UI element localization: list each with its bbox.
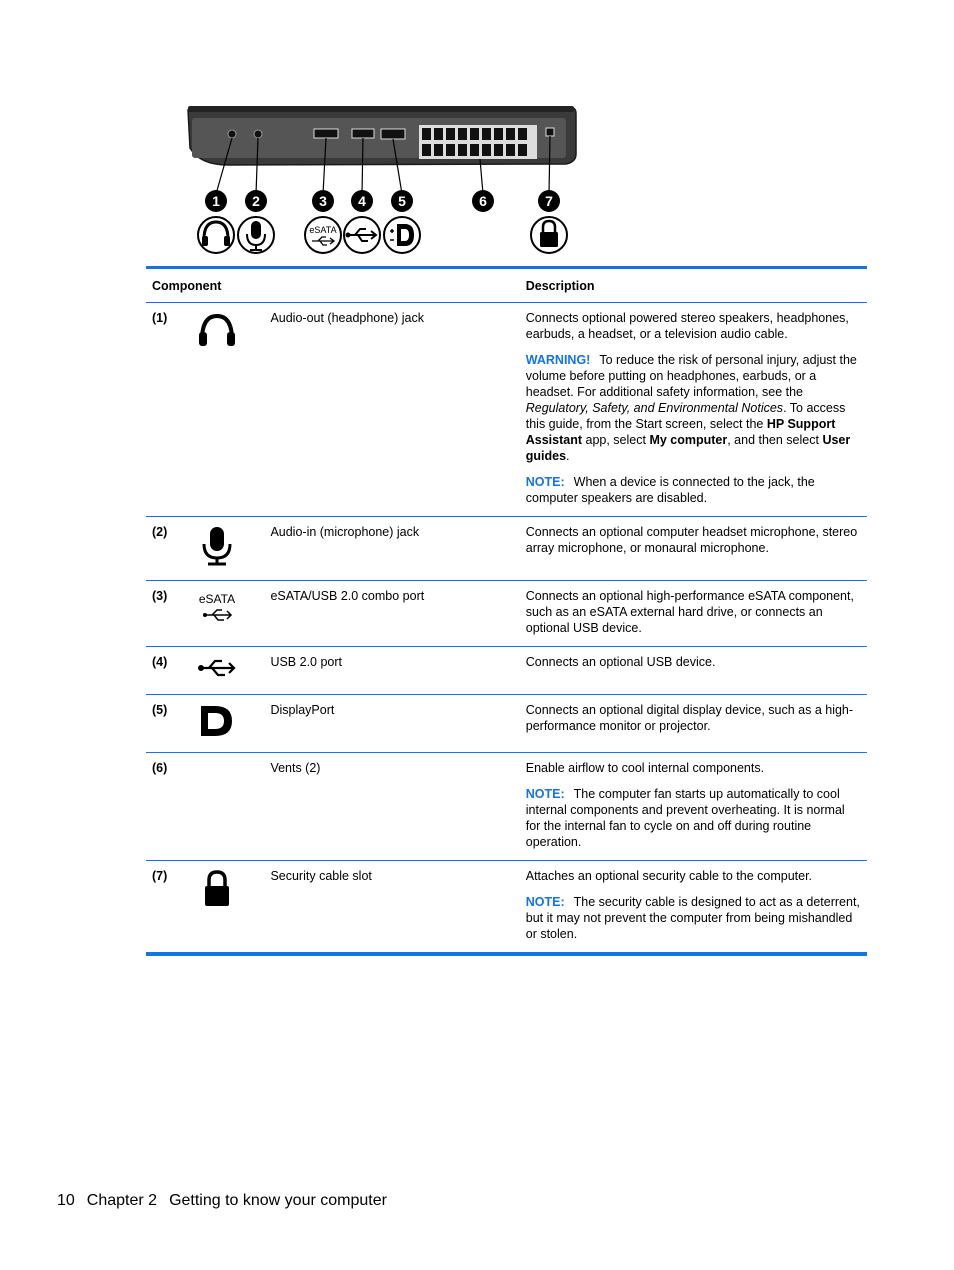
component-description — [520, 753, 867, 861]
component-icon-cell — [191, 695, 264, 753]
component-icon-cell — [191, 517, 264, 581]
component-name: USB 2.0 port — [264, 647, 519, 695]
callout-7 — [538, 190, 560, 212]
warning-app-name: HP Support Assistant — [525, 417, 836, 447]
page-footer — [57, 1192, 399, 1210]
component-icon-cell — [191, 753, 264, 861]
chapter-title: Getting to know your computer — [169, 1192, 387, 1209]
table-row — [146, 695, 867, 753]
description-text: Connects an optional USB device. — [525, 655, 716, 669]
component-name: Security cable slot — [270, 869, 372, 883]
table-header-row — [146, 268, 867, 303]
port-security-slot — [546, 128, 554, 136]
note-block — [526, 786, 861, 850]
component-description — [520, 695, 867, 753]
callout-number: 3 — [319, 193, 327, 209]
callout-number: 5 — [398, 193, 406, 209]
table-row — [146, 303, 867, 517]
component-icon-cell — [191, 861, 264, 955]
component-icon-cell — [191, 303, 264, 517]
description-text: Enable airflow to cool internal components. — [525, 761, 765, 775]
lock-icon — [197, 870, 237, 908]
callout-number: 6 — [479, 193, 487, 209]
column-header-component: Component — [146, 268, 520, 303]
note-block — [526, 474, 861, 506]
esata-usb-icon — [305, 217, 341, 253]
component-description — [520, 303, 867, 517]
component-description — [520, 581, 867, 647]
callout-number: 4 — [358, 193, 366, 209]
component-icon-cell — [191, 647, 264, 695]
port-esata — [314, 129, 338, 138]
component-description — [520, 647, 867, 695]
warning-doc-title: Regulatory, Safety, and Environmental Notices — [525, 401, 784, 415]
warning-text: , and then select — [727, 433, 823, 447]
callout-3 — [312, 190, 334, 212]
table-row — [146, 581, 867, 647]
page-number: 10 — [57, 1192, 75, 1209]
callout-number: 7 — [545, 193, 553, 209]
callout-5 — [391, 190, 413, 212]
component-name: Audio-in (microphone) jack — [264, 517, 519, 581]
component-name: DisplayPort — [264, 695, 519, 753]
vent-grille — [419, 125, 537, 159]
component-number: (5) — [146, 695, 191, 753]
component-name: eSATA/USB 2.0 combo port — [264, 581, 519, 647]
displayport-icon — [384, 217, 420, 253]
component-number: (1) — [146, 303, 191, 517]
component-name: Audio-out (headphone) jack — [264, 303, 519, 517]
headphone-icon — [198, 217, 234, 253]
component-description — [520, 861, 867, 955]
callout-2 — [245, 190, 267, 212]
description-text: Attaches an optional security cable to the computer. — [525, 869, 813, 883]
table-row — [146, 861, 867, 955]
warning-block — [526, 352, 861, 464]
esata-label: eSATA — [199, 592, 236, 606]
warning-text: app, select — [582, 433, 650, 447]
chapter-label: Chapter 2 — [86, 1192, 158, 1209]
column-header-description: Description — [520, 268, 867, 303]
esata-label: eSATA — [309, 225, 337, 235]
callout-6 — [472, 190, 494, 212]
component-number: (4) — [146, 647, 191, 695]
port-usb — [352, 129, 374, 138]
description-text: Connects an optional high-performance eSATA component, such as an eSATA external hard drive, or connects an optional USB device. — [525, 589, 854, 635]
note-block — [526, 894, 861, 942]
port-microphone-jack — [254, 130, 262, 138]
description-text: Connects optional powered stereo speakers, headphones, earbuds, a headset, or a television audio cable. — [525, 311, 849, 341]
usb-icon — [344, 217, 380, 253]
component-number: (3) — [146, 581, 191, 647]
description-text: Connects an optional digital display device, such as a high-performance monitor or projector. — [525, 703, 854, 733]
port-displayport — [381, 129, 405, 139]
note-text: The computer fan starts up automatically to cool internal components and prevent overheating. It is normal for the internal fan to cycle on and off during routine operation. — [525, 787, 845, 849]
component-icon-cell — [191, 581, 264, 647]
warning-menu-item: My computer — [649, 433, 728, 447]
table-row — [146, 647, 867, 695]
component-number: (7) — [152, 869, 168, 883]
warning-text: . — [566, 449, 570, 463]
note-text: When a device is connected to the jack, the computer speakers are disabled. — [525, 475, 815, 505]
table-row — [146, 753, 867, 861]
lock-icon — [531, 217, 567, 253]
usb-icon — [197, 656, 237, 680]
table-row — [146, 517, 867, 581]
component-number: (2) — [146, 517, 191, 581]
component-name: Vents (2) — [264, 753, 519, 861]
note-label: NOTE: — [525, 475, 565, 489]
component-description — [520, 517, 867, 581]
microphone-icon — [238, 217, 274, 253]
note-label: NOTE: — [525, 895, 565, 909]
microphone-icon — [197, 526, 237, 566]
esata-usb-icon — [197, 590, 237, 626]
laptop-side-view-figure — [180, 98, 590, 260]
note-text: The security cable is designed to act as a deterrent, but it may not prevent the computer from being mishandled or stolen. — [525, 895, 860, 941]
component-table — [146, 266, 867, 956]
port-headphone-jack — [228, 130, 236, 138]
callout-1 — [205, 190, 227, 212]
component-number: (6) — [146, 753, 191, 861]
description-text: Connects an optional computer headset microphone, stereo array microphone, or monaural microphone. — [525, 525, 858, 555]
warning-text: . To access this guide, from the Start screen, select the — [525, 401, 846, 431]
callout-number: 2 — [252, 193, 260, 209]
warning-label: WARNING! — [525, 353, 591, 367]
callout-number: 1 — [212, 193, 220, 209]
callout-4 — [351, 190, 373, 212]
warning-text: To reduce the risk of personal injury, adjust the volume before putting on headphones, earbuds, or a headset. For additional safety information, see the — [525, 353, 857, 399]
headphone-icon — [197, 312, 237, 348]
warning-menu-item: User guides — [525, 433, 851, 463]
displayport-icon — [197, 704, 237, 738]
note-label: NOTE: — [525, 787, 565, 801]
